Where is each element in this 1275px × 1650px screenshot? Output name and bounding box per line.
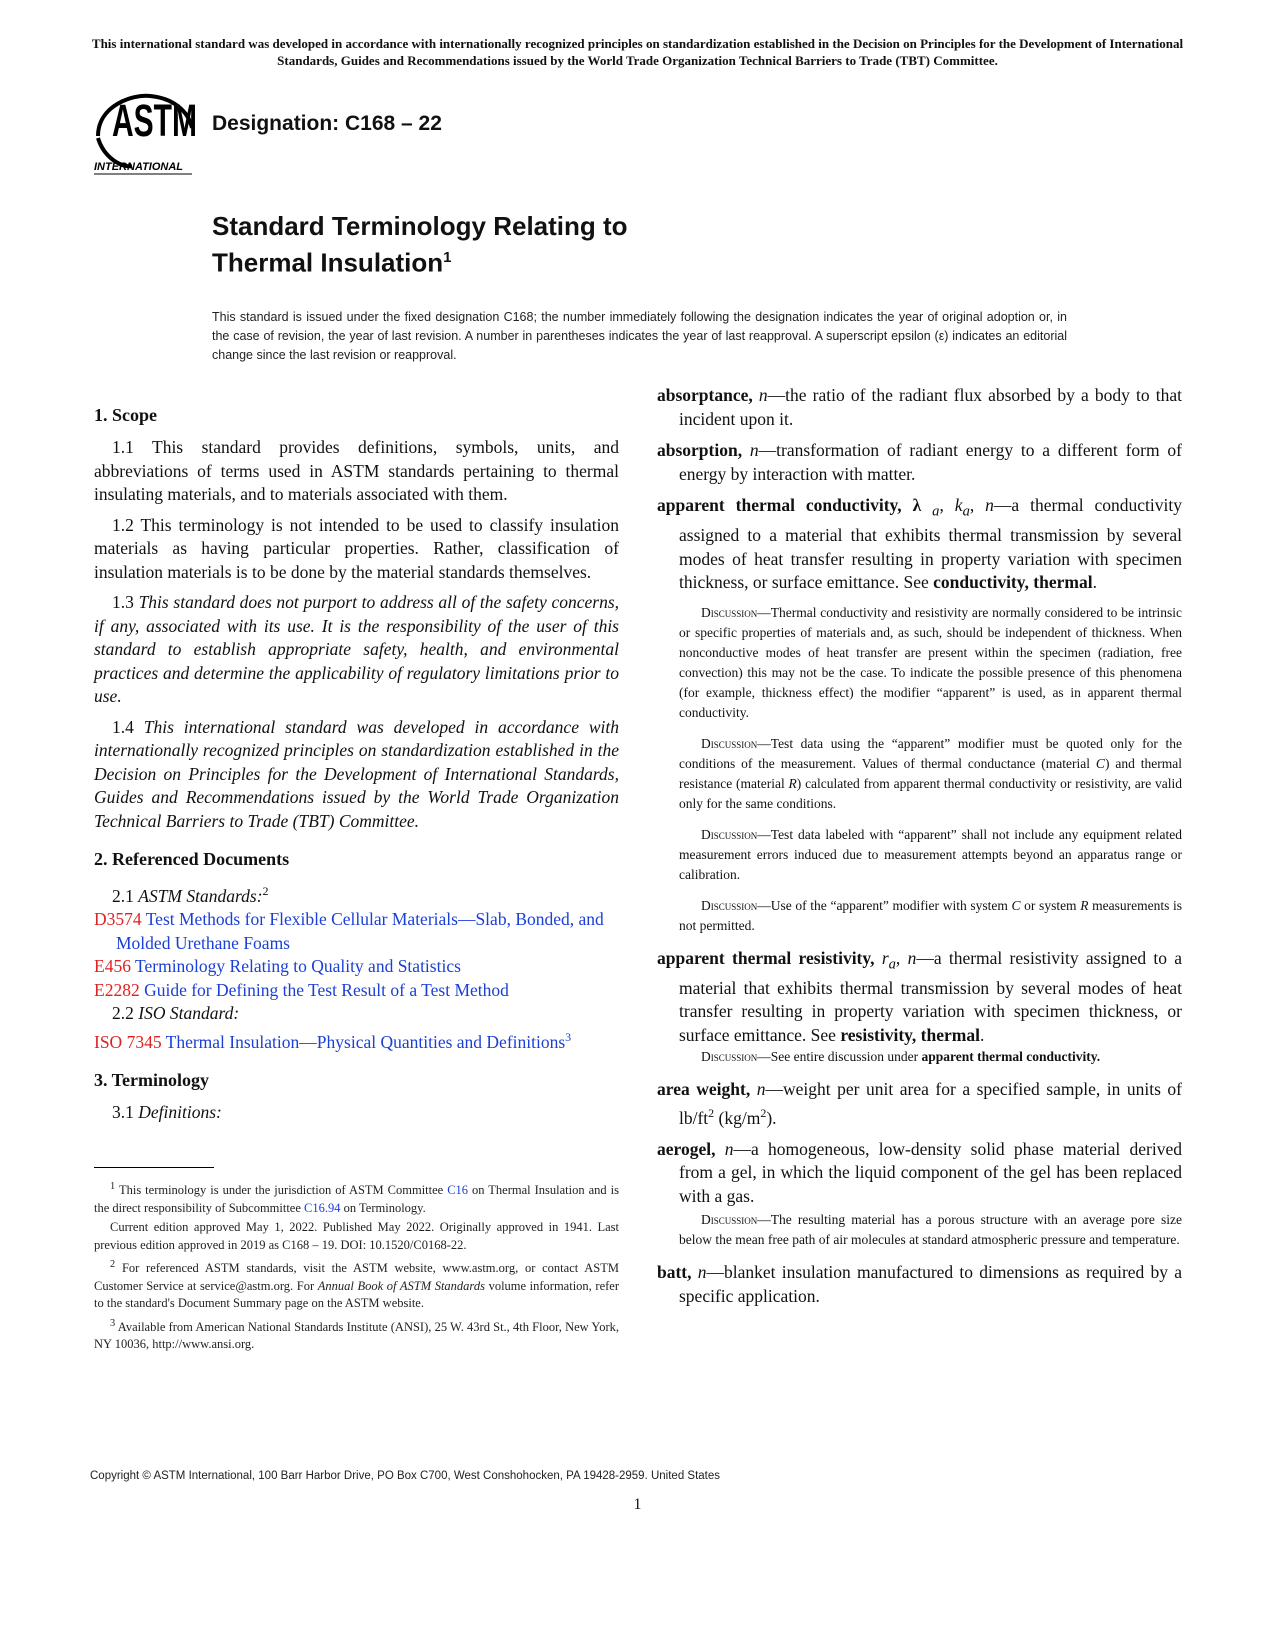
footnote-rule [94, 1167, 214, 1168]
footnote-1: $^1$ This terminology is under the jurisdiction of ASTM Committee C16 on Thermal Insulation and is the direct responsibility of Subcommittee C16.94 on Terminology. [94, 1181, 619, 1215]
term-batt: batt, n—blanket insulation manufactured to dimensions as required by a specific application. [657, 1262, 1183, 1306]
terminology-heading: 3. Terminology [94, 1070, 210, 1091]
discussion-atr: Discussion—See entire discussion under apparent thermal conductivity. [701, 1049, 1101, 1064]
title-line-1: Standard Terminology Relating to [212, 211, 628, 241]
footnote-edition: Current edition approved May 1, 2022. Published May 2022. Originally approved in 1941. Last previous edition approved in 2019 as C168 – 19. DOI: 10.1520/C0168-22. [94, 1220, 619, 1252]
iso-standard-label: 2.2 ISO Standard: [112, 1003, 240, 1024]
document-title [212, 210, 628, 279]
refdocs-heading: 2. Referenced Documents [94, 849, 290, 869]
intro-paragraph: This standard is issued under the fixed designation C168; the number immediately following the designation indicates the year of original adoption or, in the case of revision, the year of last revision. A number in parentheses indicates the year of last reapproval. A superscript epsilon (ε) indicates an editorial change since the last revision or reapproval. [212, 310, 1067, 362]
link-c16-94[interactable]: C16.94 [304, 1200, 341, 1215]
svg-text:ASTM: ASTM [112, 95, 197, 147]
ref-e2282[interactable]: E2282 Guide for Defining the Test Result of a Test Method [94, 979, 509, 1000]
discussion-atc-1: Discussion—Thermal conductivity and resistivity are normally considered to be intrinsic or specific properties of materials and, as such, should be independent of thickness. When nonconductive modes of heat transfer are present within the specimen (radiation, free convection) this may not be the case. To indicate the possible presence of this phenomena (for example, thickness effect) the modifier “apparent” is used, as in apparent thermal conductivity. [679, 604, 1182, 720]
definitions-label: 3.1 Definitions: [112, 1102, 222, 1123]
discussion-atc-4: Discussion—Use of the “apparent” modifier with system C or system R measurements is not permitted. [679, 897, 1182, 933]
right-column [657, 384, 1182, 1316]
scope-1-3: 1.3 This standard does not purport to address all of the safety concerns, if any, associated with its use. It is the responsibility of the user of this standard to establish appropriate safety, health, and environmental practices and determine the applicability of regulatory limitations prior to use. [94, 592, 620, 706]
scope-1-4: 1.4 This international standard was developed in accordance with internationally recognized principles on standardization established in the Decision on Principles for the Development of International Standards, Guides and Recommendations issued by the World Trade Organization Technical Barriers to Trade (TBT) Committee. [94, 716, 620, 831]
logo-subtext: INTERNATIONAL [94, 161, 184, 173]
scope-1-1: 1.1 This standard provides definitions, symbols, units, and abbreviations of terms used in ASTM standards pertaining to thermal insulating materials, and to materials associated with them. [94, 437, 619, 504]
footnotes [94, 1178, 619, 1356]
discussion-atc-3: Discussion—Test data labeled with “apparent” shall not include any equipment related measurement errors induced due to measurement attempts beyond an apparatus range or calibration. [679, 826, 1182, 882]
left-column [94, 404, 619, 1125]
title-line-2: Thermal Insulation [212, 247, 444, 278]
ref-e456[interactable]: E456 Terminology Relating to Quality and Statistics [94, 956, 461, 977]
astm-logo-icon [92, 88, 200, 178]
link-c16[interactable]: C16 [447, 1183, 469, 1198]
discussion-aerogel: Discussion—The resulting material has a porous structure with an average pore size below the mean free path of air molecules at standard atmospheric pressure and temperature. [679, 1212, 1182, 1248]
term-area-weight: area weight, n—weight per unit area for a specified sample, in units of $lb/ft^2$ $(kg/m^2)$. [657, 1079, 1183, 1128]
copyright: Copyright © ASTM International, 100 Barr Harbor Drive, PO Box C700, West Conshohocken, PA 19428-2959. United States [90, 1470, 721, 1482]
page-number: 1 [633, 1496, 642, 1513]
term-absorptance: absorptance, n—the ratio of the radiant flux absorbed by a body to that incident upon it. [657, 385, 1182, 429]
ref-d3574[interactable]: D3574 Test Methods for Flexible Cellular Materials—Slab, Bonded, and Molded Urethane Foams [94, 909, 604, 953]
term-aerogel: aerogel, n—a homogeneous, low-density solid phase material derived from a gel, in which the liquid component of the gel has been replaced with a gas. [657, 1138, 1182, 1206]
term-absorption: absorption, n—transformation of radiant energy to a different form of energy by interaction with matter. [657, 440, 1183, 484]
scope-heading: 1. Scope [94, 405, 157, 425]
designation: Designation: C168 – 22 [212, 112, 442, 135]
title-footnote-mark: 1 [443, 249, 452, 266]
top-notice: This international standard was developed in accordance with internationally recognized principles on standardization established in the Decision on Principles for the Development of International Standards, Guides and Recommendations issued by the World Trade Organization Technical Barriers to Trade (TBT) Committee. [91, 36, 1184, 68]
ref-iso-7345[interactable]: ISO 7345 Thermal Insulation—Physical Quantities and Definitions$^3$ [94, 1029, 572, 1052]
discussion-atc-2: Discussion—Test data using the “apparent” modifier must be quoted only for the conditions of the measurement. Values of thermal conductance (material C) and thermal resistance (material R) calculated from apparent thermal conductivity or resistivity, are valid only for the same conditions. [679, 735, 1182, 811]
term-apparent-thermal-resistivity: apparent thermal resistivity, $r_a$, n—a thermal resistivity assigned to a material that exhibits thermal transmission by several modes of heat transfer resulting in property variation with specimen thickness, or surface emittance. See resistivity, thermal. [657, 947, 1183, 1045]
astm-standards-label: 2.1 ASTM Standards:$^2$ [112, 884, 269, 906]
footnote-3: $^3$ Available from American National Standards Institute (ANSI), 25 W. 43rd St., 4th Floor, New York, NY 10036, http://www.ansi.org. [94, 1317, 619, 1352]
scope-1-2: 1.2 This terminology is not intended to be used to classify insulation materials as having particular properties. Rather, classification of insulation materials is to be done by the material standards themselves. [94, 514, 619, 582]
footnote-2: $^2$ For referenced ASTM standards, visit the ASTM website, www.astm.org, or contact ASTM Customer Service at service@astm.org. For Annual Book of ASTM Standards volume information, refer to the standard's Document Summary page on the ASTM website. [94, 1259, 619, 1311]
term-apparent-thermal-conductivity: apparent thermal conductivity, λ $_a$, $k_a$, n—a thermal conductivity assigned to a material that exhibits thermal transmission by several modes of heat transfer resulting in property variation with specimen thickness, or surface emittance. See conductivity, thermal. [657, 495, 1182, 592]
